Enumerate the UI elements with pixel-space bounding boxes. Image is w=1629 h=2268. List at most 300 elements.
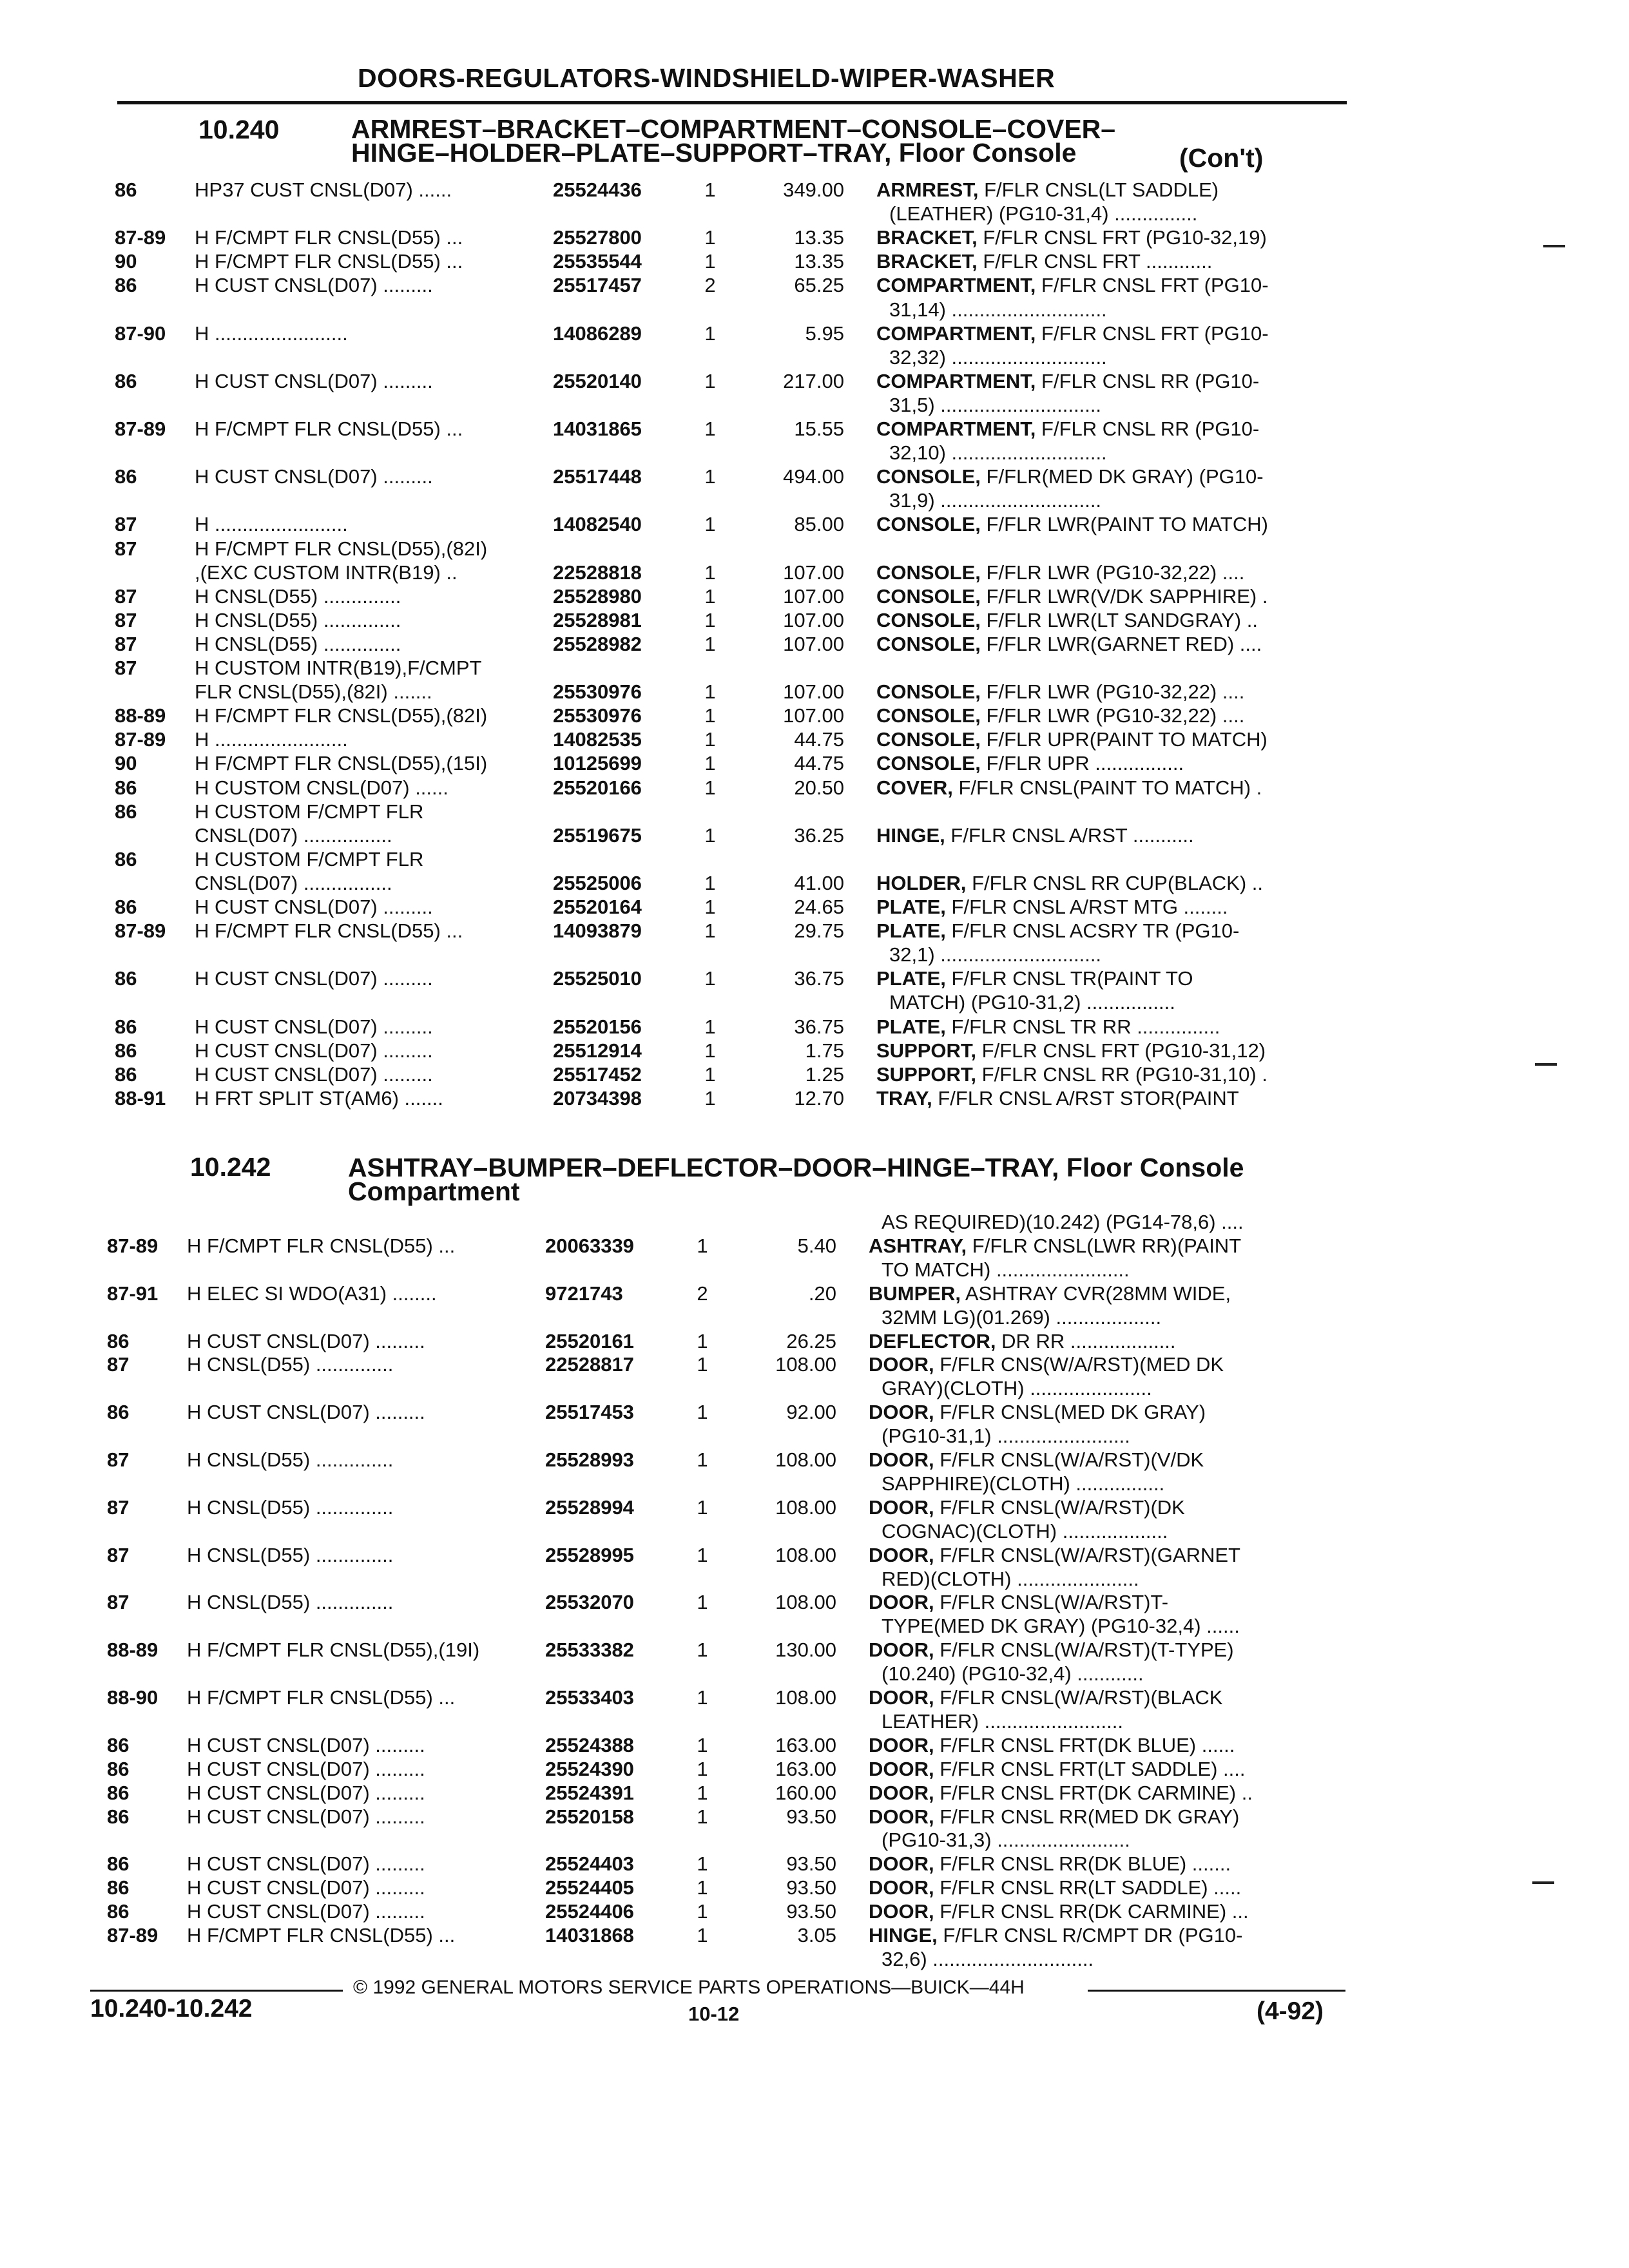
description-cell (869, 1590, 1333, 1614)
description-cell (882, 1662, 1345, 1686)
quantity-cell: 1 (704, 561, 716, 584)
part-name: ASHTRAY, (869, 1235, 967, 1257)
quantity-cell: 1 (704, 728, 716, 751)
year-cell: 86 (107, 1900, 130, 1923)
year-cell: 87 (107, 1448, 130, 1471)
part-name: TRAY, (876, 1087, 932, 1110)
description-cell (876, 584, 1340, 608)
part-description: F/FLR CNSL TR RR ............... (945, 1015, 1220, 1038)
description-cell (876, 871, 1340, 895)
year-cell: 87 (115, 657, 137, 679)
price-cell: 1.75 (805, 1039, 844, 1062)
part-name: DOOR, (869, 1448, 934, 1471)
section-continued-label: (Con't) (1179, 143, 1264, 173)
price-cell: .20 (808, 1282, 836, 1305)
part-number-cell: 25527800 (553, 226, 642, 249)
description-cell (882, 1210, 1345, 1234)
description-cell (876, 895, 1340, 919)
quantity-cell: 1 (704, 752, 716, 774)
description-cell (869, 1400, 1333, 1424)
table-row (0, 273, 1629, 297)
application-cell: H F/CMPT FLR CNSL(D55),(82I) (195, 537, 488, 560)
table-row (0, 1015, 1629, 1039)
table-row (0, 1567, 1629, 1591)
price-cell: 107.00 (783, 561, 844, 584)
year-cell: 87 (115, 609, 137, 631)
year-cell: 87-89 (115, 418, 166, 440)
part-name: CONSOLE, (876, 561, 981, 584)
part-description: F/FLR CNSL(MED DK GRAY) (934, 1401, 1206, 1423)
part-name: CONSOLE, (876, 609, 981, 631)
margin-mark (1532, 1881, 1554, 1884)
part-name: DOOR, (869, 1782, 934, 1804)
part-number-cell: 25512914 (553, 1039, 642, 1062)
part-description: F/FLR CNSL FRT (PG10-31,12) (976, 1039, 1266, 1062)
description-cell (876, 1015, 1340, 1039)
price-cell: 163.00 (775, 1758, 836, 1780)
part-number-cell: 14086289 (553, 322, 642, 345)
application-cell: H CUST CNSL(D07) ......... (187, 1876, 425, 1899)
table-row (0, 919, 1629, 943)
table-row (0, 966, 1629, 990)
part-description: TYPE(MED DK GRAY) (PG10-32,4) ...... (882, 1615, 1240, 1637)
year-cell: 86 (115, 1063, 137, 1086)
year-cell: 88-89 (107, 1639, 159, 1661)
application-cell: H CUST CNSL(D07) ......... (187, 1401, 425, 1423)
part-description: 31,14) ............................ (889, 298, 1107, 321)
table-row (0, 1686, 1629, 1709)
year-cell: 88-90 (107, 1686, 159, 1709)
part-name: DOOR, (869, 1591, 934, 1613)
application-cell: H CNSL(D55) .............. (187, 1448, 394, 1471)
part-description: F/FLR CNSL(W/A/RST)T- (934, 1591, 1169, 1613)
part-description: GRAY)(CLOTH) ...................... (882, 1377, 1152, 1399)
application-cell: H CUST CNSL(D07) ......... (187, 1758, 425, 1780)
price-cell: 108.00 (775, 1686, 836, 1709)
table-row (0, 751, 1629, 775)
part-name: CONSOLE, (876, 704, 981, 727)
quantity-cell: 1 (697, 1544, 708, 1566)
table-row (0, 895, 1629, 919)
part-number-cell: 25524388 (545, 1734, 634, 1756)
part-number-cell: 25524406 (545, 1900, 634, 1923)
description-cell (889, 345, 1353, 369)
description-cell (876, 1062, 1340, 1086)
part-description: F/FLR CNSL A/RST STOR(PAINT (932, 1087, 1239, 1110)
price-cell: 65.25 (794, 274, 844, 296)
price-cell: 349.00 (783, 178, 844, 201)
application-cell: H CUST CNSL(D07) ......... (195, 1039, 433, 1062)
quantity-cell: 1 (697, 1852, 708, 1875)
description-cell (876, 417, 1340, 441)
part-description: F/FLR CNSL RR (PG10- (1036, 370, 1260, 392)
part-name: BRACKET, (876, 250, 978, 273)
part-name: DOOR, (869, 1544, 934, 1566)
year-cell: 87-89 (107, 1235, 159, 1257)
part-number-cell: 25520166 (553, 776, 642, 799)
section-title-line: ARMREST–BRACKET–COMPARTMENT–CONSOLE–COVER– (351, 114, 1116, 144)
application-cell: H CUST CNSL(D07) ......... (195, 967, 433, 990)
application-cell: ,(EXC CUSTOM INTR(B19) .. (195, 561, 458, 584)
footer-rule (1088, 1990, 1345, 1992)
price-cell: 93.50 (786, 1852, 836, 1875)
part-description: F/FLR UPR ................ (980, 752, 1184, 774)
description-cell (869, 1852, 1333, 1876)
table-row (0, 680, 1629, 704)
part-number-cell: 25517452 (553, 1063, 642, 1086)
table-row (0, 1448, 1629, 1472)
application-cell: H CUST CNSL(D07) ......... (195, 370, 433, 392)
table-row (0, 1781, 1629, 1805)
application-cell: H CUSTOM F/CMPT FLR (195, 800, 424, 823)
part-description: LEATHER) ......................... (882, 1710, 1123, 1733)
description-cell (876, 561, 1340, 584)
application-cell: H CUST CNSL(D07) ......... (187, 1734, 425, 1756)
price-cell: 107.00 (783, 609, 844, 631)
part-description: 32,10) ............................ (889, 441, 1107, 464)
quantity-cell: 1 (704, 250, 716, 273)
description-cell (876, 727, 1340, 751)
part-number-cell: 14031868 (545, 1924, 634, 1946)
description-cell (882, 1258, 1345, 1282)
part-description: F/FLR LWR(GARNET RED) .... (980, 633, 1262, 655)
table-row (0, 1947, 1629, 1971)
part-number-cell: 25520140 (553, 370, 642, 392)
table-row (0, 1305, 1629, 1329)
part-name: SUPPORT, (876, 1063, 977, 1086)
description-cell (882, 1614, 1345, 1638)
quantity-cell: 1 (697, 1758, 708, 1780)
part-description: F/FLR CNSL(W/A/RST)(V/DK (934, 1448, 1204, 1471)
part-name: SUPPORT, (876, 1039, 977, 1062)
price-cell: 41.00 (794, 872, 844, 894)
quantity-cell: 1 (697, 1496, 708, 1519)
quantity-cell: 1 (697, 1924, 708, 1946)
table-row (0, 1614, 1629, 1638)
table-row (0, 178, 1629, 202)
part-number-cell: 20734398 (553, 1087, 642, 1110)
table-row (0, 800, 1629, 823)
part-description: F/FLR CNSL RR(DK BLUE) ....... (934, 1852, 1231, 1875)
part-number-cell: 25530976 (553, 704, 642, 727)
description-cell (869, 1805, 1333, 1829)
table-row (0, 537, 1629, 561)
table-row (0, 488, 1629, 512)
footer-date-code: (4-92) (1257, 1997, 1324, 2025)
application-cell: H CUST CNSL(D07) ......... (187, 1852, 425, 1875)
year-cell: 86 (115, 274, 137, 296)
application-cell: H F/CMPT FLR CNSL(D55) ... (187, 1686, 456, 1709)
price-cell: 15.55 (794, 418, 844, 440)
quantity-cell: 2 (704, 274, 716, 296)
application-cell: H ELEC SI WDO(A31) ........ (187, 1282, 437, 1305)
part-description: TO MATCH) ........................ (882, 1258, 1130, 1281)
quantity-cell: 1 (704, 919, 716, 942)
year-cell: 87-91 (107, 1282, 159, 1305)
price-cell: 108.00 (775, 1448, 836, 1471)
year-cell: 87 (107, 1496, 130, 1519)
description-cell (869, 1638, 1333, 1662)
part-number-cell: 25524405 (545, 1876, 634, 1899)
table-row (0, 1062, 1629, 1086)
price-cell: 108.00 (775, 1544, 836, 1566)
price-cell: 130.00 (775, 1639, 836, 1661)
part-name: COMPARTMENT, (876, 322, 1036, 345)
description-cell (889, 441, 1353, 465)
price-cell: 13.35 (794, 226, 844, 249)
description-cell (869, 1234, 1333, 1258)
part-description: F/FLR CNSL(W/A/RST)(BLACK (934, 1686, 1223, 1709)
table-row (0, 656, 1629, 680)
application-cell: H CNSL(D55) .............. (195, 633, 401, 655)
quantity-cell: 1 (697, 1330, 708, 1352)
year-cell: 87-89 (115, 919, 166, 942)
table-row (0, 393, 1629, 417)
quantity-cell: 1 (697, 1686, 708, 1709)
description-cell (889, 202, 1353, 226)
quantity-cell: 2 (697, 1282, 708, 1305)
application-cell: CNSL(D07) ................ (195, 824, 392, 847)
quantity-cell: 1 (697, 1639, 708, 1661)
part-name: BUMPER, (869, 1282, 961, 1305)
part-description: F/FLR CNSL R/CMPT DR (PG10- (937, 1924, 1243, 1946)
quantity-cell: 1 (704, 178, 716, 201)
year-cell: 86 (115, 848, 137, 870)
year-cell: 87 (115, 585, 137, 608)
price-cell: 108.00 (775, 1353, 836, 1376)
price-cell: 5.40 (797, 1235, 836, 1257)
part-number-cell: 14093879 (553, 919, 642, 942)
description-cell (876, 632, 1340, 656)
description-cell (882, 1519, 1345, 1543)
quantity-cell: 1 (697, 1782, 708, 1804)
table-row (0, 1590, 1629, 1614)
year-cell: 87-89 (115, 728, 166, 751)
quantity-cell: 1 (704, 1039, 716, 1062)
part-name: COMPARTMENT, (876, 370, 1036, 392)
part-number-cell: 25524436 (553, 178, 642, 201)
part-name: DEFLECTOR, (869, 1330, 996, 1352)
part-description: F/FLR CNSL RR (PG10- (1036, 418, 1260, 440)
part-name: DOOR, (869, 1401, 934, 1423)
year-cell: 88-91 (115, 1087, 166, 1110)
price-cell: 29.75 (794, 919, 844, 942)
year-cell: 86 (107, 1734, 130, 1756)
part-name: COVER, (876, 776, 953, 799)
part-name: CONSOLE, (876, 752, 981, 774)
application-cell: H CNSL(D55) .............. (195, 609, 401, 631)
quantity-cell: 1 (704, 465, 716, 488)
part-number-cell: 25517448 (553, 465, 642, 488)
description-cell (876, 608, 1340, 632)
description-cell (869, 1495, 1333, 1519)
table-row (0, 512, 1629, 536)
footer-copyright: © 1992 GENERAL MOTORS SERVICE PARTS OPERATIONS—BUICK—44H (353, 1977, 1025, 1998)
part-description: F/FLR CNSL(W/A/RST)(GARNET (934, 1544, 1240, 1566)
part-number-cell: 25528982 (553, 633, 642, 655)
quantity-cell: 1 (704, 585, 716, 608)
table-row (0, 1376, 1629, 1400)
table-row (0, 823, 1629, 847)
footer-rule (90, 1990, 343, 1992)
year-cell: 86 (107, 1782, 130, 1804)
part-name: COMPARTMENT, (876, 418, 1036, 440)
part-number-cell: 25528993 (545, 1448, 634, 1471)
description-cell (882, 1472, 1345, 1495)
part-description: AS REQUIRED)(10.242) (PG14-78,6) .... (882, 1211, 1244, 1233)
quantity-cell: 1 (697, 1805, 708, 1828)
part-number-cell: 25524391 (545, 1782, 634, 1804)
part-number-cell: 25520161 (545, 1330, 634, 1352)
quantity-cell: 1 (704, 896, 716, 918)
description-cell (882, 1305, 1345, 1329)
application-cell: FLR CNSL(D55),(82I) ....... (195, 680, 432, 703)
description-cell (876, 512, 1340, 536)
part-description: SAPPHIRE)(CLOTH) ................ (882, 1472, 1165, 1495)
application-cell: H CUST CNSL(D07) ......... (195, 1063, 433, 1086)
application-cell: H F/CMPT FLR CNSL(D55) ... (187, 1924, 456, 1946)
quantity-cell: 1 (704, 680, 716, 703)
part-name: DOOR, (869, 1734, 934, 1756)
price-cell: 107.00 (783, 680, 844, 703)
quantity-cell: 1 (704, 1063, 716, 1086)
quantity-cell: 1 (704, 1087, 716, 1110)
table-row (0, 584, 1629, 608)
part-description: F/FLR LWR (PG10-32,22) .... (980, 680, 1245, 703)
margin-mark (1535, 1063, 1557, 1066)
part-description: 32,1) ............................. (889, 943, 1102, 966)
part-number-cell: 14082540 (553, 513, 642, 535)
table-row (0, 298, 1629, 322)
price-cell: 36.25 (794, 824, 844, 847)
part-name: DOOR, (869, 1876, 934, 1899)
price-cell: 85.00 (794, 513, 844, 535)
part-name: CONSOLE, (876, 585, 981, 608)
part-name: PLATE, (876, 919, 946, 942)
application-cell: H F/CMPT FLR CNSL(D55) ... (195, 418, 463, 440)
application-cell: HP37 CUST CNSL(D07) ...... (195, 178, 452, 201)
table-row (0, 1828, 1629, 1852)
part-description: DR RR ................... (996, 1330, 1176, 1352)
application-cell: H CNSL(D55) .............. (187, 1544, 394, 1566)
part-description: 31,9) ............................. (889, 489, 1102, 512)
quantity-cell: 1 (697, 1235, 708, 1257)
part-number-cell: 20063339 (545, 1235, 634, 1257)
year-cell: 86 (115, 896, 137, 918)
table-row (0, 1424, 1629, 1448)
price-cell: 163.00 (775, 1734, 836, 1756)
part-description: F/FLR CNSL FRT (PG10- (1036, 274, 1269, 296)
part-description: F/FLR CNSL FRT(DK CARMINE) .. (934, 1782, 1253, 1804)
part-number-cell: 25528981 (553, 609, 642, 631)
price-cell: 13.35 (794, 250, 844, 273)
price-cell: 93.50 (786, 1900, 836, 1923)
part-description: F/FLR CNSL ACSRY TR (PG10- (945, 919, 1240, 942)
part-description: (PG10-31,3) ........................ (882, 1829, 1130, 1851)
application-cell: H ........................ (195, 513, 348, 535)
part-number-cell: 25528994 (545, 1496, 634, 1519)
part-description: F/FLR LWR(PAINT TO MATCH) (980, 513, 1268, 535)
application-cell: H CUST CNSL(D07) ......... (187, 1330, 425, 1352)
part-name: HINGE, (869, 1924, 938, 1946)
price-cell: 92.00 (786, 1401, 836, 1423)
description-cell (876, 178, 1340, 202)
part-description: F/FLR CNSL RR(DK CARMINE) ... (934, 1900, 1249, 1923)
part-description: F/FLR CNSL FRT(DK BLUE) ...... (934, 1734, 1235, 1756)
part-description: COGNAC)(CLOTH) ................... (882, 1520, 1168, 1542)
part-name: DOOR, (869, 1900, 934, 1923)
year-cell: 87 (115, 633, 137, 655)
price-cell: 108.00 (775, 1496, 836, 1519)
description-cell (889, 990, 1353, 1014)
header-rule (117, 101, 1347, 104)
part-number-cell: 25517453 (545, 1401, 634, 1423)
year-cell: 90 (115, 752, 137, 774)
part-number-cell: 25524390 (545, 1758, 634, 1780)
price-cell: 160.00 (775, 1782, 836, 1804)
part-description: F/FLR CNSL FRT (PG10- (1036, 322, 1269, 345)
table-row (0, 1086, 1629, 1110)
year-cell: 86 (107, 1805, 130, 1828)
price-cell: 108.00 (775, 1591, 836, 1613)
description-cell (869, 1757, 1333, 1781)
table-row (0, 322, 1629, 345)
part-description: F/FLR CNSL(LWR RR)(PAINT (967, 1235, 1242, 1257)
part-description: 32,6) ............................. (882, 1948, 1094, 1970)
part-number-cell: 25519675 (553, 824, 642, 847)
part-number-cell: 25525010 (553, 967, 642, 990)
quantity-cell: 1 (697, 1448, 708, 1471)
price-cell: 107.00 (783, 633, 844, 655)
year-cell: 86 (115, 1039, 137, 1062)
part-name: DOOR, (869, 1496, 934, 1519)
table-row (0, 1519, 1629, 1543)
year-cell: 86 (115, 178, 137, 201)
year-cell: 86 (115, 967, 137, 990)
table-row (0, 1899, 1629, 1923)
part-name: CONSOLE, (876, 513, 981, 535)
quantity-cell: 1 (704, 322, 716, 345)
quantity-cell: 1 (697, 1591, 708, 1613)
description-cell (882, 1376, 1345, 1400)
table-row (0, 632, 1629, 656)
application-cell: CNSL(D07) ................ (195, 872, 392, 894)
table-row (0, 1234, 1629, 1258)
page-header-title: DOORS-REGULATORS-WINDSHIELD-WIPER-WASHER (358, 63, 1055, 93)
description-cell (876, 966, 1340, 990)
description-cell (882, 1709, 1345, 1733)
year-cell: 86 (107, 1876, 130, 1899)
part-description: F/FLR CNSL RR CUP(BLACK) .. (966, 872, 1263, 894)
description-cell (869, 1329, 1333, 1353)
part-number-cell: 25525006 (553, 872, 642, 894)
application-cell: H CUST CNSL(D07) ......... (195, 274, 433, 296)
application-cell: H F/CMPT FLR CNSL(D55),(82I) (195, 704, 488, 727)
description-cell (869, 1899, 1333, 1923)
year-cell: 86 (115, 800, 137, 823)
footer-section-range: 10.240-10.242 (90, 1995, 253, 2023)
part-name: ARMREST, (876, 178, 979, 201)
quantity-cell: 1 (704, 824, 716, 847)
price-cell: 12.70 (794, 1087, 844, 1110)
part-description: RED)(CLOTH) ...................... (882, 1568, 1139, 1590)
year-cell: 86 (107, 1330, 130, 1352)
year-cell: 86 (107, 1852, 130, 1875)
part-description: F/FLR(MED DK GRAY) (PG10- (980, 465, 1264, 488)
table-row (0, 608, 1629, 632)
part-name: CONSOLE, (876, 680, 981, 703)
year-cell: 86 (115, 1015, 137, 1038)
